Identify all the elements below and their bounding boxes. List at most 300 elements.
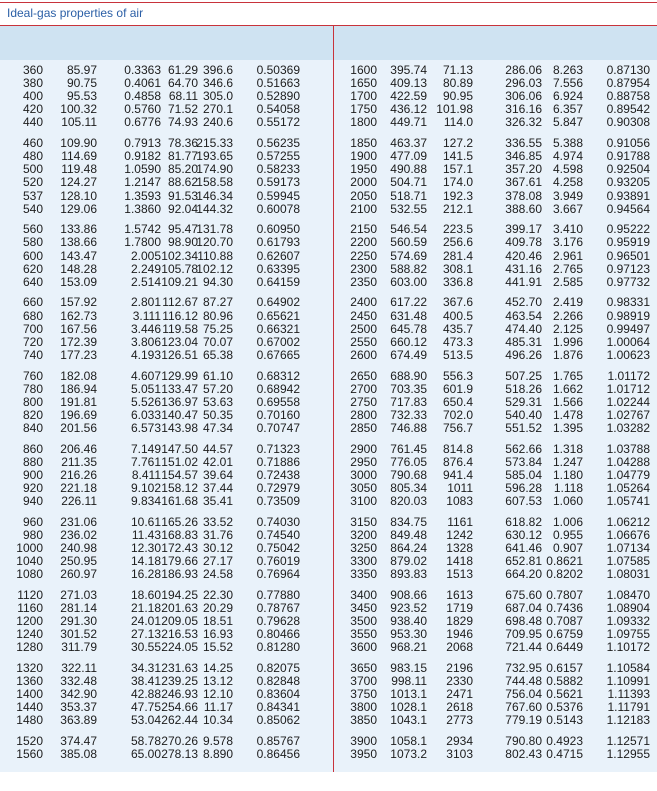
cell-right-r25-c2: 756.7 xyxy=(442,420,473,435)
cell-left-r10-c2: 1.3860 xyxy=(124,201,161,216)
cell-right-r8-c2: 174.0 xyxy=(442,175,473,190)
cell-right-r26-c1: 761.45 xyxy=(390,441,427,456)
cell-right-r36-c2: 1613 xyxy=(446,587,473,602)
cell-left-r26-c4: 44.57 xyxy=(202,441,233,456)
cell-left-r29-c0: 920 xyxy=(22,480,43,495)
cell-right-r42-c3: 744.48 xyxy=(505,674,542,688)
cell-right-r21-c2: 556.3 xyxy=(442,368,473,383)
cell-left-r11-c0: 560 xyxy=(22,222,43,237)
cell-right-r20-c1: 674.49 xyxy=(390,347,427,362)
cell-left-r8-c0: 520 xyxy=(22,175,43,190)
cell-left-r36-c0: 1120 xyxy=(17,587,43,602)
cell-left-r34-c0: 1040 xyxy=(16,554,43,568)
cell-right-r5-c1: 463.37 xyxy=(390,136,427,151)
cell-right-r1-c4: 7.556 xyxy=(552,76,583,91)
cell-right-r33-c2: 1328 xyxy=(446,540,473,555)
cell-left-r26-c2: 7.149 xyxy=(130,441,161,456)
cell-left-r9-c1: 128.10 xyxy=(60,188,97,203)
cell-left-r6-c3: 81.77 xyxy=(167,149,198,164)
cell-left-r14-c4: 102.12 xyxy=(196,261,233,276)
cell-left-r37-c1: 281.14 xyxy=(60,600,97,615)
cell-left-r25-c1: 201.56 xyxy=(60,420,97,435)
cell-left-r43-c0: 1400 xyxy=(16,687,43,702)
cell-right-r38-c2: 1829 xyxy=(446,614,473,628)
cell-right-r17-c0: 2450 xyxy=(350,308,377,323)
cell-left-r43-c5: 0.83604 xyxy=(256,687,300,702)
cell-left-r22-c3: 133.47 xyxy=(161,381,198,396)
cell-right-r21-c0: 2650 xyxy=(350,368,377,383)
cell-right-r19-c4: 1.996 xyxy=(552,334,583,349)
cell-right-r4-c0: 1800 xyxy=(350,115,377,130)
cell-right-r26-c5: 1.03788 xyxy=(606,441,650,456)
cell-right-r2-c5: 0.88758 xyxy=(606,89,650,104)
cell-right-r6-c5: 0.91788 xyxy=(606,149,650,164)
cell-right-r18-c0: 2500 xyxy=(350,321,377,336)
cell-right-r3-c4: 6.357 xyxy=(552,102,583,117)
cell-right-r31-c5: 1.06212 xyxy=(606,514,650,529)
cell-right-r30-c1: 820.03 xyxy=(390,494,427,508)
cell-right-r29-c3: 596.28 xyxy=(505,480,542,495)
cell-left-r45-c1: 363.89 xyxy=(60,713,97,728)
cell-left-r9-c5: 0.59945 xyxy=(256,188,300,203)
cell-left-r0-c4: 396.6 xyxy=(202,63,233,77)
cell-left-r6-c1: 114.69 xyxy=(61,149,97,164)
cell-left-r36-c1: 271.03 xyxy=(60,587,97,602)
cell-right-r20-c5: 1.00623 xyxy=(606,347,650,362)
cell-right-r27-c4: 1.247 xyxy=(552,454,583,469)
cell-right-r41-c4: 0.6157 xyxy=(546,660,583,675)
cell-left-r13-c2: 2.005 xyxy=(130,248,161,263)
cell-left-r15-c3: 109.21 xyxy=(161,274,198,289)
cell-right-r3-c2: 101.98 xyxy=(436,102,473,117)
cell-right-r16-c0: 2400 xyxy=(350,295,377,310)
cell-right-r37-c4: 0.7436 xyxy=(546,600,583,615)
cell-left-r14-c5: 0.63395 xyxy=(256,261,300,276)
cell-left-r33-c3: 172.43 xyxy=(161,540,198,555)
cell-left-r45-c5: 0.85062 xyxy=(256,713,300,728)
cell-left-r41-c3: 231.63 xyxy=(161,660,198,675)
cell-right-r35-c5: 1.08031 xyxy=(606,567,650,582)
cell-left-r46-c1: 374.47 xyxy=(60,734,97,748)
cell-left-r14-c2: 2.249 xyxy=(130,261,161,276)
cell-right-r38-c5: 1.09332 xyxy=(606,614,650,628)
cell-right-r3-c0: 1750 xyxy=(350,102,377,117)
cell-right-r42-c4: 0.5882 xyxy=(546,674,583,688)
cell-right-r19-c0: 2550 xyxy=(350,334,377,349)
cell-right-r14-c1: 588.82 xyxy=(390,261,427,276)
cell-left-r2-c2: 0.4858 xyxy=(124,89,161,104)
cell-left-r3-c5: 0.54058 xyxy=(256,102,300,117)
cell-right-r13-c1: 574.69 xyxy=(390,248,427,263)
cell-right-r11-c2: 223.5 xyxy=(442,222,473,237)
cell-right-r18-c2: 435.7 xyxy=(442,321,473,336)
cell-left-r16-c5: 0.64902 xyxy=(256,295,300,310)
cell-right-r15-c1: 603.00 xyxy=(390,274,427,289)
cell-right-r30-c2: 1083 xyxy=(446,494,473,508)
cell-left-r12-c5: 0.61793 xyxy=(256,235,300,250)
cell-right-r9-c4: 3.949 xyxy=(552,188,583,203)
cell-right-r5-c2: 127.2 xyxy=(442,136,473,151)
cell-left-r19-c2: 3.806 xyxy=(130,334,161,349)
cell-left-r20-c3: 126.51 xyxy=(161,347,198,362)
cell-left-r38-c2: 24.01 xyxy=(130,614,161,628)
cell-right-r30-c0: 3100 xyxy=(350,494,377,508)
cell-right-r10-c5: 0.94564 xyxy=(606,201,650,216)
cell-left-r18-c4: 75.25 xyxy=(202,321,233,336)
cell-right-r38-c3: 698.48 xyxy=(505,614,542,628)
cell-right-r16-c1: 617.22 xyxy=(390,295,427,310)
cell-right-r32-c3: 630.12 xyxy=(505,527,542,542)
cell-right-r9-c3: 378.08 xyxy=(505,188,542,203)
cell-right-r12-c3: 409.78 xyxy=(505,235,542,250)
cell-left-r32-c2: 11.43 xyxy=(131,527,161,542)
cell-left-r27-c1: 211.35 xyxy=(61,454,97,469)
cell-right-r29-c5: 1.05264 xyxy=(606,480,650,495)
cell-right-r9-c1: 518.71 xyxy=(390,188,427,203)
cell-right-r30-c4: 1.060 xyxy=(552,494,583,508)
cell-right-r17-c4: 2.266 xyxy=(552,308,583,323)
cell-right-r25-c0: 2850 xyxy=(350,420,377,435)
cell-right-r9-c0: 2050 xyxy=(350,188,377,203)
cell-left-r17-c4: 80.96 xyxy=(202,308,233,323)
cell-left-r33-c2: 12.30 xyxy=(130,540,161,555)
cell-left-r10-c4: 144.32 xyxy=(196,201,233,216)
cell-left-r44-c4: 11.17 xyxy=(203,700,233,715)
cell-left-r40-c3: 224.05 xyxy=(161,640,198,655)
cell-right-r47-c5: 1.12955 xyxy=(606,747,650,762)
cell-left-r0-c5: 0.50369 xyxy=(256,63,300,77)
cell-left-r1-c1: 90.75 xyxy=(66,76,97,91)
cell-left-r14-c1: 148.28 xyxy=(60,261,97,276)
cell-right-r40-c5: 1.10172 xyxy=(606,640,650,655)
cell-left-r17-c1: 162.73 xyxy=(60,308,97,323)
cell-right-r8-c0: 2000 xyxy=(350,175,377,190)
cell-right-r38-c1: 938.40 xyxy=(390,614,427,628)
cell-left-r23-c5: 0.69558 xyxy=(256,394,300,409)
cell-left-r23-c2: 5.526 xyxy=(130,394,161,409)
cell-right-r34-c2: 1418 xyxy=(446,554,473,568)
cell-left-r17-c2: 3.111 xyxy=(132,308,161,323)
cell-left-r47-c0: 1560 xyxy=(16,747,43,762)
cell-right-r40-c3: 721.44 xyxy=(505,640,542,655)
cell-right-r12-c0: 2200 xyxy=(350,235,377,250)
cell-right-r20-c0: 2600 xyxy=(350,347,377,362)
cell-right-r40-c4: 0.6449 xyxy=(546,640,583,655)
cell-right-r7-c2: 157.1 xyxy=(442,162,473,177)
cell-right-r4-c1: 449.71 xyxy=(390,115,427,130)
cell-left-r33-c1: 240.98 xyxy=(60,540,97,555)
cell-left-r4-c0: 440 xyxy=(22,115,43,130)
cell-right-r43-c4: 0.5621 xyxy=(546,687,583,702)
cell-right-r8-c3: 367.61 xyxy=(505,175,542,190)
cell-right-r10-c3: 388.60 xyxy=(505,201,542,216)
cell-left-r17-c0: 680 xyxy=(22,308,43,323)
cell-right-r20-c4: 1.876 xyxy=(552,347,583,362)
cell-left-r44-c2: 47.75 xyxy=(130,700,161,715)
cell-right-r44-c2: 2618 xyxy=(446,700,473,715)
cell-left-r28-c1: 216.26 xyxy=(60,467,97,482)
cell-right-r31-c2: 1161 xyxy=(447,514,473,529)
cell-right-r32-c1: 849.48 xyxy=(390,527,427,542)
cell-left-r31-c1: 231.06 xyxy=(60,514,97,529)
cell-right-r23-c4: 1.566 xyxy=(552,394,583,409)
cell-right-r31-c1: 834.75 xyxy=(390,514,427,529)
cell-right-r2-c4: 6.924 xyxy=(552,89,583,104)
cell-right-r45-c2: 2773 xyxy=(446,713,473,728)
cell-left-r4-c2: 0.6776 xyxy=(124,115,161,130)
cell-left-r39-c3: 216.53 xyxy=(161,627,198,642)
cell-right-r37-c1: 923.52 xyxy=(390,600,427,615)
cell-left-r36-c5: 0.77880 xyxy=(256,587,300,602)
cell-right-r44-c4: 0.5376 xyxy=(546,700,583,715)
cell-left-r11-c5: 0.60950 xyxy=(256,222,300,237)
cell-right-r16-c2: 367.6 xyxy=(442,295,473,310)
cell-left-r16-c2: 2.801 xyxy=(130,295,161,310)
cell-right-r21-c3: 507.25 xyxy=(505,368,542,383)
cell-left-r28-c5: 0.72438 xyxy=(256,467,300,482)
cell-left-r26-c5: 0.71323 xyxy=(256,441,300,456)
cell-right-r33-c1: 864.24 xyxy=(390,540,427,555)
cell-right-r4-c3: 326.32 xyxy=(505,115,542,130)
cell-right-r4-c4: 5.847 xyxy=(552,115,583,130)
cell-left-r26-c1: 206.46 xyxy=(60,441,97,456)
cell-left-r46-c5: 0.85767 xyxy=(256,734,300,748)
cell-left-r4-c5: 0.55172 xyxy=(256,115,300,130)
cell-left-r45-c4: 10.34 xyxy=(202,713,233,728)
cell-left-r39-c1: 301.52 xyxy=(60,627,97,642)
cell-left-r10-c0: 540 xyxy=(22,201,43,216)
cell-left-r0-c0: 360 xyxy=(22,63,43,77)
cell-right-r14-c5: 0.97123 xyxy=(606,261,650,276)
cell-left-r3-c1: 100.32 xyxy=(60,102,97,117)
cell-left-r11-c1: 133.86 xyxy=(60,222,97,237)
cell-right-r40-c2: 2068 xyxy=(446,640,473,655)
cell-left-r30-c5: 0.73509 xyxy=(256,494,300,508)
cell-right-r32-c2: 1242 xyxy=(446,527,473,542)
cell-left-r15-c5: 0.64159 xyxy=(256,274,300,289)
cell-left-r46-c4: 9.578 xyxy=(202,734,233,748)
cell-right-r37-c5: 1.08904 xyxy=(606,600,650,615)
cell-right-r44-c0: 3800 xyxy=(350,700,377,715)
cell-left-r32-c0: 980 xyxy=(22,527,43,542)
cell-left-r24-c1: 196.69 xyxy=(60,407,97,422)
cell-left-r41-c4: 14.25 xyxy=(202,660,233,675)
cell-right-r15-c2: 336.8 xyxy=(442,274,473,289)
cell-left-r40-c5: 0.81280 xyxy=(256,640,300,655)
cell-left-r23-c4: 53.63 xyxy=(202,394,233,409)
cell-right-r5-c0: 1850 xyxy=(350,136,377,151)
cell-right-r28-c3: 585.04 xyxy=(505,467,542,482)
cell-right-r1-c5: 0.87954 xyxy=(606,76,650,91)
cell-right-r14-c3: 431.16 xyxy=(505,261,542,276)
cell-left-r21-c2: 4.607 xyxy=(130,368,161,383)
cell-left-r18-c0: 700 xyxy=(22,321,43,336)
cell-left-r35-c3: 186.93 xyxy=(161,567,198,582)
cell-right-r43-c3: 756.04 xyxy=(505,687,542,702)
cell-right-r25-c5: 1.03282 xyxy=(606,420,650,435)
cell-left-r37-c2: 21.18 xyxy=(130,600,161,615)
cell-left-r24-c2: 6.033 xyxy=(130,407,161,422)
cell-left-r27-c2: 7.761 xyxy=(130,454,161,469)
cell-right-r1-c3: 296.03 xyxy=(505,76,542,91)
cell-left-r13-c0: 600 xyxy=(22,248,43,263)
cell-left-r16-c1: 157.92 xyxy=(60,295,97,310)
cell-right-r2-c1: 422.59 xyxy=(390,89,427,104)
cell-right-r17-c2: 400.5 xyxy=(442,308,473,323)
cell-left-r34-c2: 14.18 xyxy=(130,554,161,568)
cell-left-r47-c4: 8.890 xyxy=(202,747,233,762)
cell-right-r30-c3: 607.53 xyxy=(505,494,542,508)
cell-right-r0-c5: 0.87130 xyxy=(606,63,650,77)
cell-left-r29-c1: 221.18 xyxy=(60,480,97,495)
cell-left-r39-c2: 27.13 xyxy=(130,627,161,642)
cell-left-r22-c4: 57.20 xyxy=(202,381,233,396)
cell-left-r5-c0: 460 xyxy=(22,136,43,151)
table-title: Ideal-gas properties of air xyxy=(7,6,144,20)
cell-right-r5-c4: 5.388 xyxy=(552,136,583,151)
cell-left-r12-c1: 138.66 xyxy=(60,235,97,250)
cell-right-r23-c3: 529.31 xyxy=(505,394,542,409)
cell-right-r1-c2: 80.89 xyxy=(442,76,473,91)
cell-left-r15-c0: 640 xyxy=(22,274,43,289)
cell-right-r14-c0: 2300 xyxy=(350,261,377,276)
cell-left-r32-c1: 236.02 xyxy=(60,527,97,542)
cell-left-r26-c3: 147.50 xyxy=(161,441,198,456)
cell-right-r19-c5: 1.00064 xyxy=(606,334,650,349)
cell-right-r43-c2: 2471 xyxy=(446,687,473,702)
cell-right-r18-c4: 2.125 xyxy=(552,321,583,336)
cell-left-r44-c1: 353.37 xyxy=(60,700,97,715)
cell-right-r8-c5: 0.93205 xyxy=(606,175,650,190)
cell-right-r17-c3: 463.54 xyxy=(505,308,542,323)
cell-right-r20-c3: 496.26 xyxy=(505,347,542,362)
cell-right-r13-c5: 0.96501 xyxy=(606,248,650,263)
cell-left-r11-c2: 1.5742 xyxy=(124,222,161,237)
cell-left-r31-c3: 165.26 xyxy=(161,514,198,529)
cell-right-r16-c4: 2.419 xyxy=(552,295,583,310)
cell-left-r44-c3: 254.66 xyxy=(161,700,198,715)
cell-left-r33-c4: 30.12 xyxy=(202,540,233,555)
cell-right-r6-c0: 1900 xyxy=(350,149,377,164)
cell-left-r25-c5: 0.70747 xyxy=(256,420,300,435)
cell-left-r20-c5: 0.67665 xyxy=(256,347,300,362)
cell-left-r9-c0: 537 xyxy=(22,188,43,203)
cell-right-r13-c2: 281.4 xyxy=(442,248,473,263)
cell-right-r22-c4: 1.662 xyxy=(552,381,583,396)
cell-left-r5-c3: 78.36 xyxy=(167,136,198,151)
cell-right-r20-c2: 513.5 xyxy=(442,347,473,362)
cell-left-r47-c5: 0.86456 xyxy=(256,747,300,762)
cell-right-r9-c5: 0.93891 xyxy=(606,188,650,203)
cell-right-r23-c5: 1.02244 xyxy=(606,394,650,409)
cell-right-r46-c1: 1058.1 xyxy=(390,734,427,748)
cell-right-r0-c1: 395.74 xyxy=(390,63,427,77)
cell-right-r47-c4: 0.4715 xyxy=(546,747,583,762)
cell-left-r9-c4: 146.34 xyxy=(196,188,233,203)
cell-left-r23-c3: 136.97 xyxy=(161,394,198,409)
cell-right-r10-c0: 2100 xyxy=(350,201,377,216)
cell-left-r40-c4: 15.52 xyxy=(202,640,233,655)
cell-left-r36-c4: 22.30 xyxy=(202,587,233,602)
cell-left-r25-c3: 143.98 xyxy=(161,420,198,435)
cell-right-r22-c5: 1.01712 xyxy=(606,381,650,396)
cell-left-r18-c2: 3.446 xyxy=(130,321,161,336)
cell-left-r28-c2: 8.411 xyxy=(131,467,161,482)
cell-left-r21-c4: 61.10 xyxy=(202,368,233,383)
cell-right-r45-c1: 1043.1 xyxy=(390,713,427,728)
cell-left-r42-c0: 1360 xyxy=(16,674,43,688)
cell-left-r9-c3: 91.53 xyxy=(167,188,198,203)
cell-right-r22-c0: 2700 xyxy=(350,381,377,396)
cell-left-r17-c5: 0.65621 xyxy=(256,308,300,323)
cell-right-r45-c0: 3850 xyxy=(350,713,377,728)
cell-right-r24-c0: 2800 xyxy=(350,407,377,422)
cell-left-r45-c2: 53.04 xyxy=(130,713,161,728)
cell-left-r30-c0: 940 xyxy=(22,494,43,508)
cell-left-r35-c2: 16.28 xyxy=(130,567,161,582)
cell-right-r22-c2: 601.9 xyxy=(442,381,473,396)
cell-left-r19-c3: 123.04 xyxy=(161,334,198,349)
cell-right-r39-c2: 1946 xyxy=(446,627,473,642)
cell-right-r11-c1: 546.54 xyxy=(390,222,427,237)
cell-left-r25-c4: 47.34 xyxy=(202,420,233,435)
cell-left-r16-c3: 112.67 xyxy=(162,295,198,310)
cell-left-r37-c3: 201.63 xyxy=(161,600,198,615)
cell-left-r25-c2: 6.573 xyxy=(130,420,161,435)
cell-left-r41-c0: 1320 xyxy=(16,660,43,675)
cell-right-r7-c3: 357.20 xyxy=(505,162,542,177)
cell-left-r14-c0: 620 xyxy=(22,261,43,276)
cell-left-r1-c3: 64.70 xyxy=(167,76,198,91)
cell-left-r39-c0: 1240 xyxy=(16,627,43,642)
cell-left-r29-c4: 37.44 xyxy=(202,480,233,495)
cell-left-r3-c2: 0.5760 xyxy=(124,102,161,117)
cell-right-r43-c0: 3750 xyxy=(350,687,377,702)
cell-right-r32-c4: 0.955 xyxy=(552,527,583,542)
cell-left-r20-c1: 177.23 xyxy=(60,347,97,362)
cell-left-r18-c3: 119.58 xyxy=(162,321,198,336)
cell-left-r30-c2: 9.834 xyxy=(130,494,161,508)
cell-right-r25-c3: 551.52 xyxy=(505,420,542,435)
cell-right-r23-c2: 650.4 xyxy=(442,394,473,409)
cell-right-r13-c4: 2.961 xyxy=(552,248,583,263)
cell-right-r28-c1: 790.68 xyxy=(390,467,427,482)
cell-right-r38-c0: 3500 xyxy=(350,614,377,628)
cell-right-r27-c2: 876.4 xyxy=(442,454,473,469)
cell-right-r15-c0: 2350 xyxy=(350,274,377,289)
cell-right-r36-c3: 675.60 xyxy=(505,587,542,602)
cell-right-r28-c0: 3000 xyxy=(350,467,377,482)
cell-left-r26-c0: 860 xyxy=(22,441,43,456)
cell-right-r12-c4: 3.176 xyxy=(552,235,583,250)
cell-left-r27-c0: 880 xyxy=(22,454,43,469)
cell-right-r43-c1: 1013.1 xyxy=(390,687,427,702)
cell-right-r5-c3: 336.55 xyxy=(505,136,542,151)
cell-right-r35-c0: 3350 xyxy=(350,567,377,582)
cell-right-r36-c5: 1.08470 xyxy=(606,587,650,602)
cell-right-r29-c2: 1011 xyxy=(447,480,473,495)
cell-right-r25-c1: 746.88 xyxy=(390,420,427,435)
cell-left-r43-c1: 342.90 xyxy=(60,687,97,702)
cell-right-r34-c1: 879.02 xyxy=(390,554,427,568)
cell-left-r12-c0: 580 xyxy=(22,235,43,250)
cell-left-r24-c5: 0.70160 xyxy=(256,407,300,422)
cell-left-r8-c3: 88.62 xyxy=(167,175,198,190)
cell-right-r9-c2: 192.3 xyxy=(442,188,473,203)
cell-left-r22-c1: 186.94 xyxy=(60,381,97,396)
cell-right-r31-c4: 1.006 xyxy=(552,514,583,529)
cell-right-r27-c0: 2950 xyxy=(350,454,377,469)
